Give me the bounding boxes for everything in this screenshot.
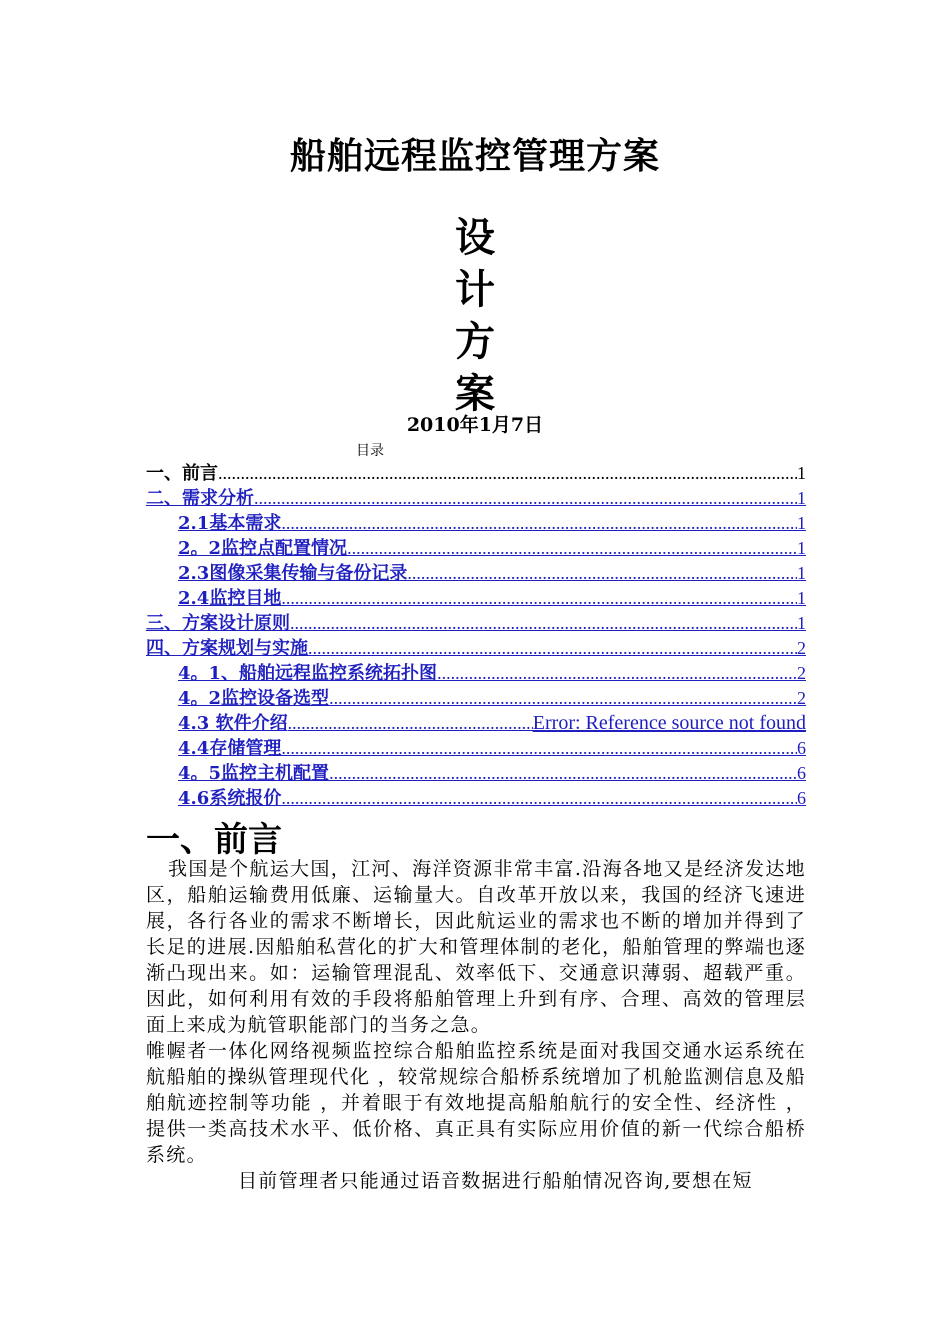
toc-leader-dots bbox=[281, 511, 797, 536]
toc-leader-dots bbox=[437, 661, 797, 686]
table-of-contents bbox=[146, 461, 806, 811]
toc-entry-label: 4.4存储管理 bbox=[178, 738, 282, 759]
toc-entry-label: 一、前言 bbox=[146, 463, 218, 484]
toc-entry-4-3[interactable] bbox=[146, 711, 806, 736]
vertical-title-char: 计 bbox=[455, 266, 495, 313]
toc-entry-4-5[interactable] bbox=[146, 761, 806, 786]
vertical-title-char: 设 bbox=[455, 214, 495, 261]
toc-entry-4-6[interactable] bbox=[146, 786, 806, 811]
toc-leader-dots bbox=[407, 561, 797, 586]
toc-page-number: 1 bbox=[797, 538, 806, 558]
toc-leader-dots bbox=[218, 461, 797, 486]
toc-entry-label: 2.1基本需求 bbox=[178, 513, 282, 534]
toc-entry-label: 2。2监控点配置情况 bbox=[178, 538, 348, 559]
toc-entry-preface[interactable] bbox=[146, 461, 806, 486]
toc-page-number: 2 bbox=[797, 638, 806, 658]
toc-leader-dots bbox=[254, 486, 797, 511]
toc-entry-2-1[interactable] bbox=[146, 511, 806, 536]
toc-entry-requirements[interactable] bbox=[146, 486, 806, 511]
toc-page-number: 6 bbox=[797, 763, 806, 783]
toc-entry-2-2[interactable] bbox=[146, 536, 806, 561]
body-paragraph: 帷幄者一体化网络视频监控综合船舶监控系统是面对我国交通水运系统在航船舶的操纵管理现代化 ，较常规综合船桥系统增加了机舱监测信息及船舶航迹控制等功能 ，并着眼于有效地提高船舶航行的安全性、经济性 ，提供一类高技术水平、低价格、真正具有实际应用价值的新一代综合船桥系统。 bbox=[146, 1040, 806, 1166]
toc-page-number: 1 bbox=[797, 513, 806, 533]
toc-leader-dots bbox=[281, 786, 797, 811]
toc-page-number: 2 bbox=[797, 688, 806, 708]
toc-heading: 目录 bbox=[356, 443, 384, 459]
toc-entry-design-principles[interactable] bbox=[146, 611, 806, 636]
body-paragraph: 目前管理者只能通过语音数据进行船舶情况咨询,要想在短 bbox=[238, 1170, 753, 1192]
toc-page-number: 6 bbox=[797, 788, 806, 808]
toc-entry-label: 2.4监控目地 bbox=[178, 588, 282, 609]
section-heading-preface: 一、前言 bbox=[146, 820, 282, 860]
toc-entry-2-3[interactable] bbox=[146, 561, 806, 586]
toc-page-number: 1 bbox=[797, 588, 806, 608]
toc-page-number: 2 bbox=[797, 663, 806, 683]
document-title: 船舶远程监控管理方案 bbox=[289, 135, 660, 177]
toc-entry-label: 四、方案规划与实施 bbox=[146, 638, 308, 659]
document-date: 2010年1月7日 bbox=[406, 414, 544, 436]
toc-entry-2-4[interactable] bbox=[146, 586, 806, 611]
toc-entry-planning-implementation[interactable] bbox=[146, 636, 806, 661]
body-paragraph: 我国是个航运大国，江河、海洋资源非常丰富.沿海各地又是经济发达地区，船舶运输费用低廉、运输量大。自改革开放以来，我国的经济飞速进展，各行各业的需求不断增长，因此航运业的需求也不断的增加并得到了长足的进展.因船舶私营化的扩大和管理体制的老化，船舶管理的弊端也逐渐凸现出来。如：运输管理混乱、效率低下、交通意识薄弱、超载严重。因此，如何利用有效的手段将船舶管理上升到有序、合理、高效的管理层面上来成为航管职能部门的当务之急。 bbox=[146, 858, 806, 1036]
toc-leader-dots bbox=[281, 586, 797, 611]
toc-entry-label: 2.3图像采集传输与备份记录 bbox=[178, 563, 408, 584]
toc-page-number: 1 bbox=[797, 463, 806, 483]
design-plan-vertical-title bbox=[0, 212, 950, 420]
toc-page-number: 1 bbox=[797, 613, 806, 633]
toc-entry-label: 4。5监控主机配置 bbox=[178, 763, 330, 784]
toc-entry-4-1[interactable] bbox=[146, 661, 806, 686]
toc-entry-label: 4.6系统报价 bbox=[178, 788, 282, 809]
toc-entry-label: 4。1、船舶远程监控系统拓扑图 bbox=[178, 663, 438, 684]
toc-entry-label: 4。2监控设备选型 bbox=[178, 688, 330, 709]
toc-entry-label: 4.3 软件介绍 bbox=[178, 713, 288, 734]
toc-page-number: 1 bbox=[797, 563, 806, 583]
toc-leader-dots bbox=[308, 636, 797, 661]
toc-leader-dots bbox=[281, 736, 797, 761]
toc-entry-label: 三、方案设计原则 bbox=[146, 613, 290, 634]
toc-page-number: 1 bbox=[797, 488, 806, 508]
toc-leader-dots bbox=[329, 761, 797, 786]
toc-page-reference-error: Error: Reference source not found bbox=[532, 712, 806, 734]
toc-entry-4-4[interactable] bbox=[146, 736, 806, 761]
toc-entry-4-2[interactable] bbox=[146, 686, 806, 711]
toc-leader-dots bbox=[329, 686, 797, 711]
vertical-title-char: 案 bbox=[455, 370, 495, 417]
toc-entry-label: 二、需求分析 bbox=[146, 488, 254, 509]
toc-leader-dots bbox=[347, 536, 797, 561]
toc-leader-dots bbox=[288, 711, 533, 736]
section-body bbox=[146, 856, 806, 1194]
toc-page-number: 6 bbox=[797, 738, 806, 758]
toc-leader-dots bbox=[290, 611, 797, 636]
vertical-title-char: 方 bbox=[455, 318, 495, 365]
